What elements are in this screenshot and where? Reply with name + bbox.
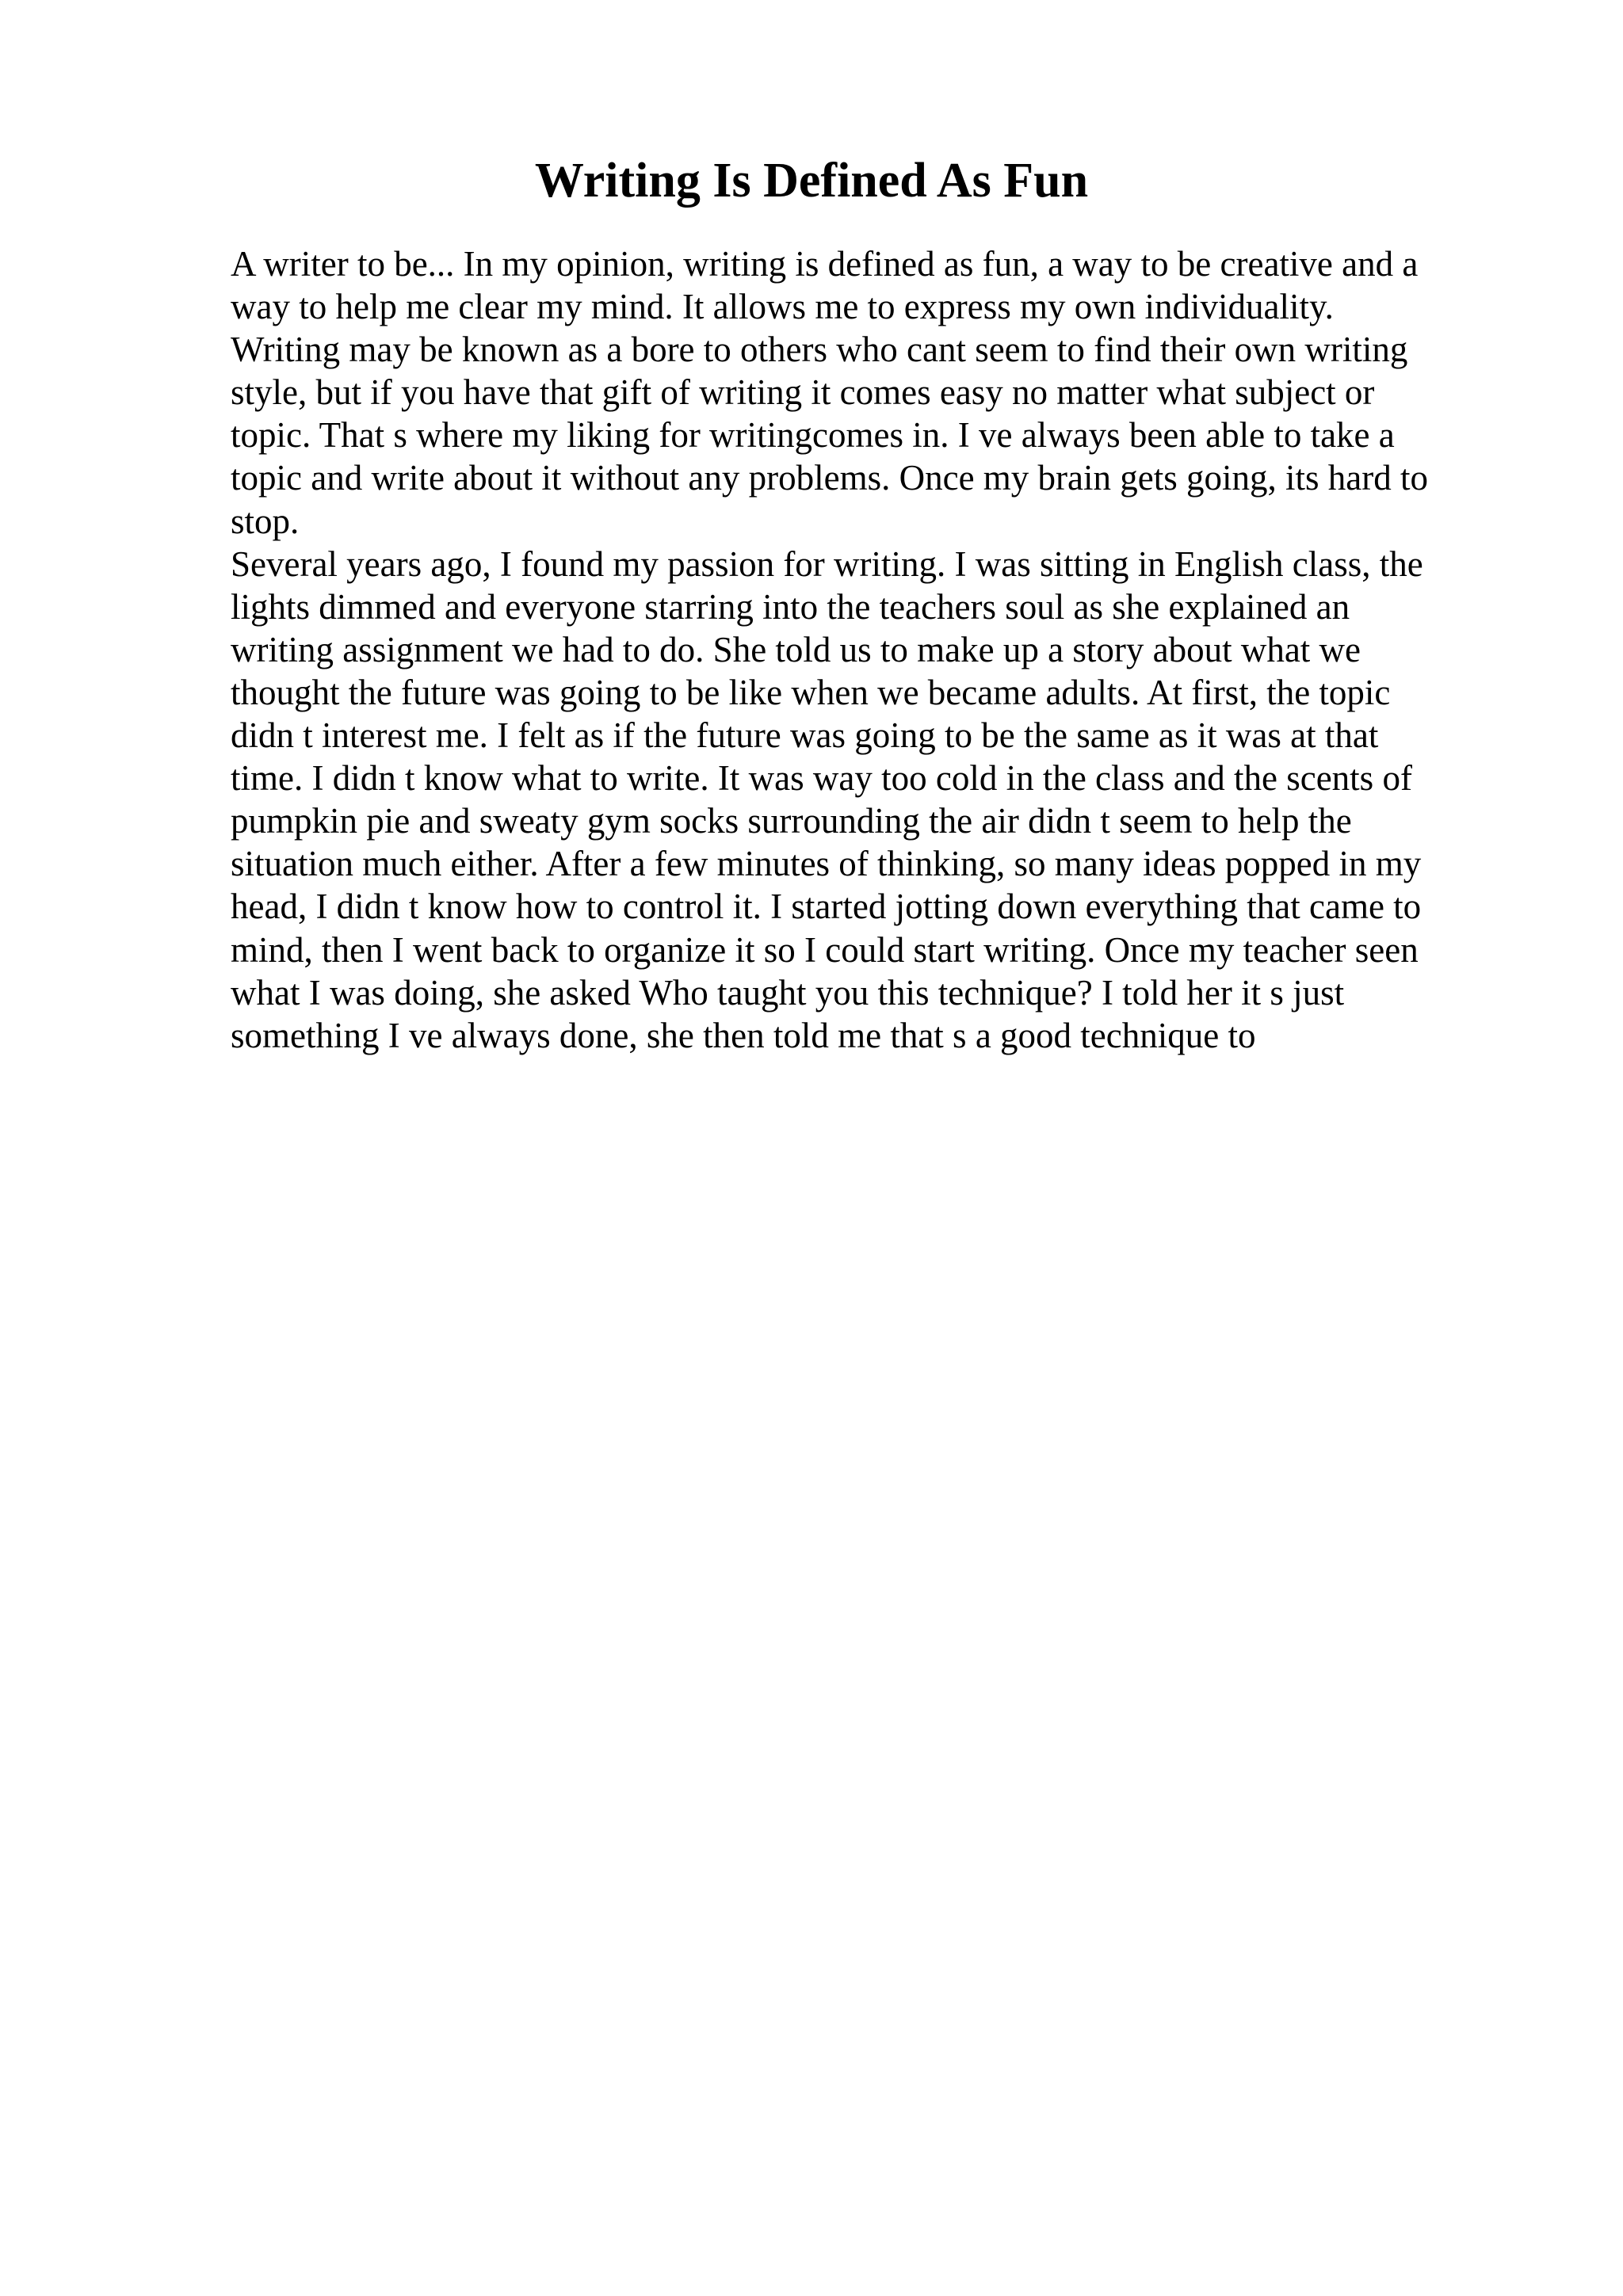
text-line: didn t interest me. I felt as if the future was going to be the same as it was at that xyxy=(231,715,1379,756)
text-line: time. I didn t know what to write. It was way too cold in the class and the scents of xyxy=(231,758,1412,799)
text-line: pumpkin pie and sweaty gym socks surrounding the air didn t seem to help the xyxy=(231,801,1352,841)
text-line: Several years ago, I found my passion for writing. I was sitting in English class, the xyxy=(231,543,1423,584)
text-line: writing assignment we had to do. She told us to make up a story about what we xyxy=(231,629,1361,669)
text-line: Writing may be known as a bore to others who cant seem to find their own writing xyxy=(231,330,1408,370)
text-line: topic. That s where my liking for writingcomes in. I ve always been able to take a xyxy=(231,415,1395,456)
text-line: A writer to be... In my opinion, writing is defined as fun, a way to be creative and a xyxy=(231,244,1419,284)
text-line: way to help me clear my mind. It allows me to express my own individuality. xyxy=(231,287,1334,327)
text-line: stop. xyxy=(231,501,300,541)
text-line: head, I didn t know how to control it. I started jotting down everything that came to xyxy=(231,887,1422,927)
text-line: mind, then I went back to organize it so I could start writing. Once my teacher seen xyxy=(231,929,1419,970)
text-line: thought the future was going to be like when we became adults. At first, the topic xyxy=(231,672,1391,712)
document-body xyxy=(231,242,1483,1057)
text-line: what I was doing, she asked Who taught you this technique? I told her it s just xyxy=(231,972,1345,1013)
text-line: situation much either. After a few minutes of thinking, so many ideas popped in my xyxy=(231,844,1422,884)
text-line: style, but if you have that gift of writing it comes easy no matter what subject or xyxy=(231,372,1375,413)
text-line: something I ve always done, she then told me that s a good technique to xyxy=(231,1015,1256,1055)
document-title: Writing Is Defined As Fun xyxy=(534,154,1089,208)
text-line: lights dimmed and everyone starring into the teachers soul as she explained an xyxy=(231,586,1350,627)
text-line: topic and write about it without any problems. Once my brain gets going, its hard to xyxy=(231,458,1428,498)
